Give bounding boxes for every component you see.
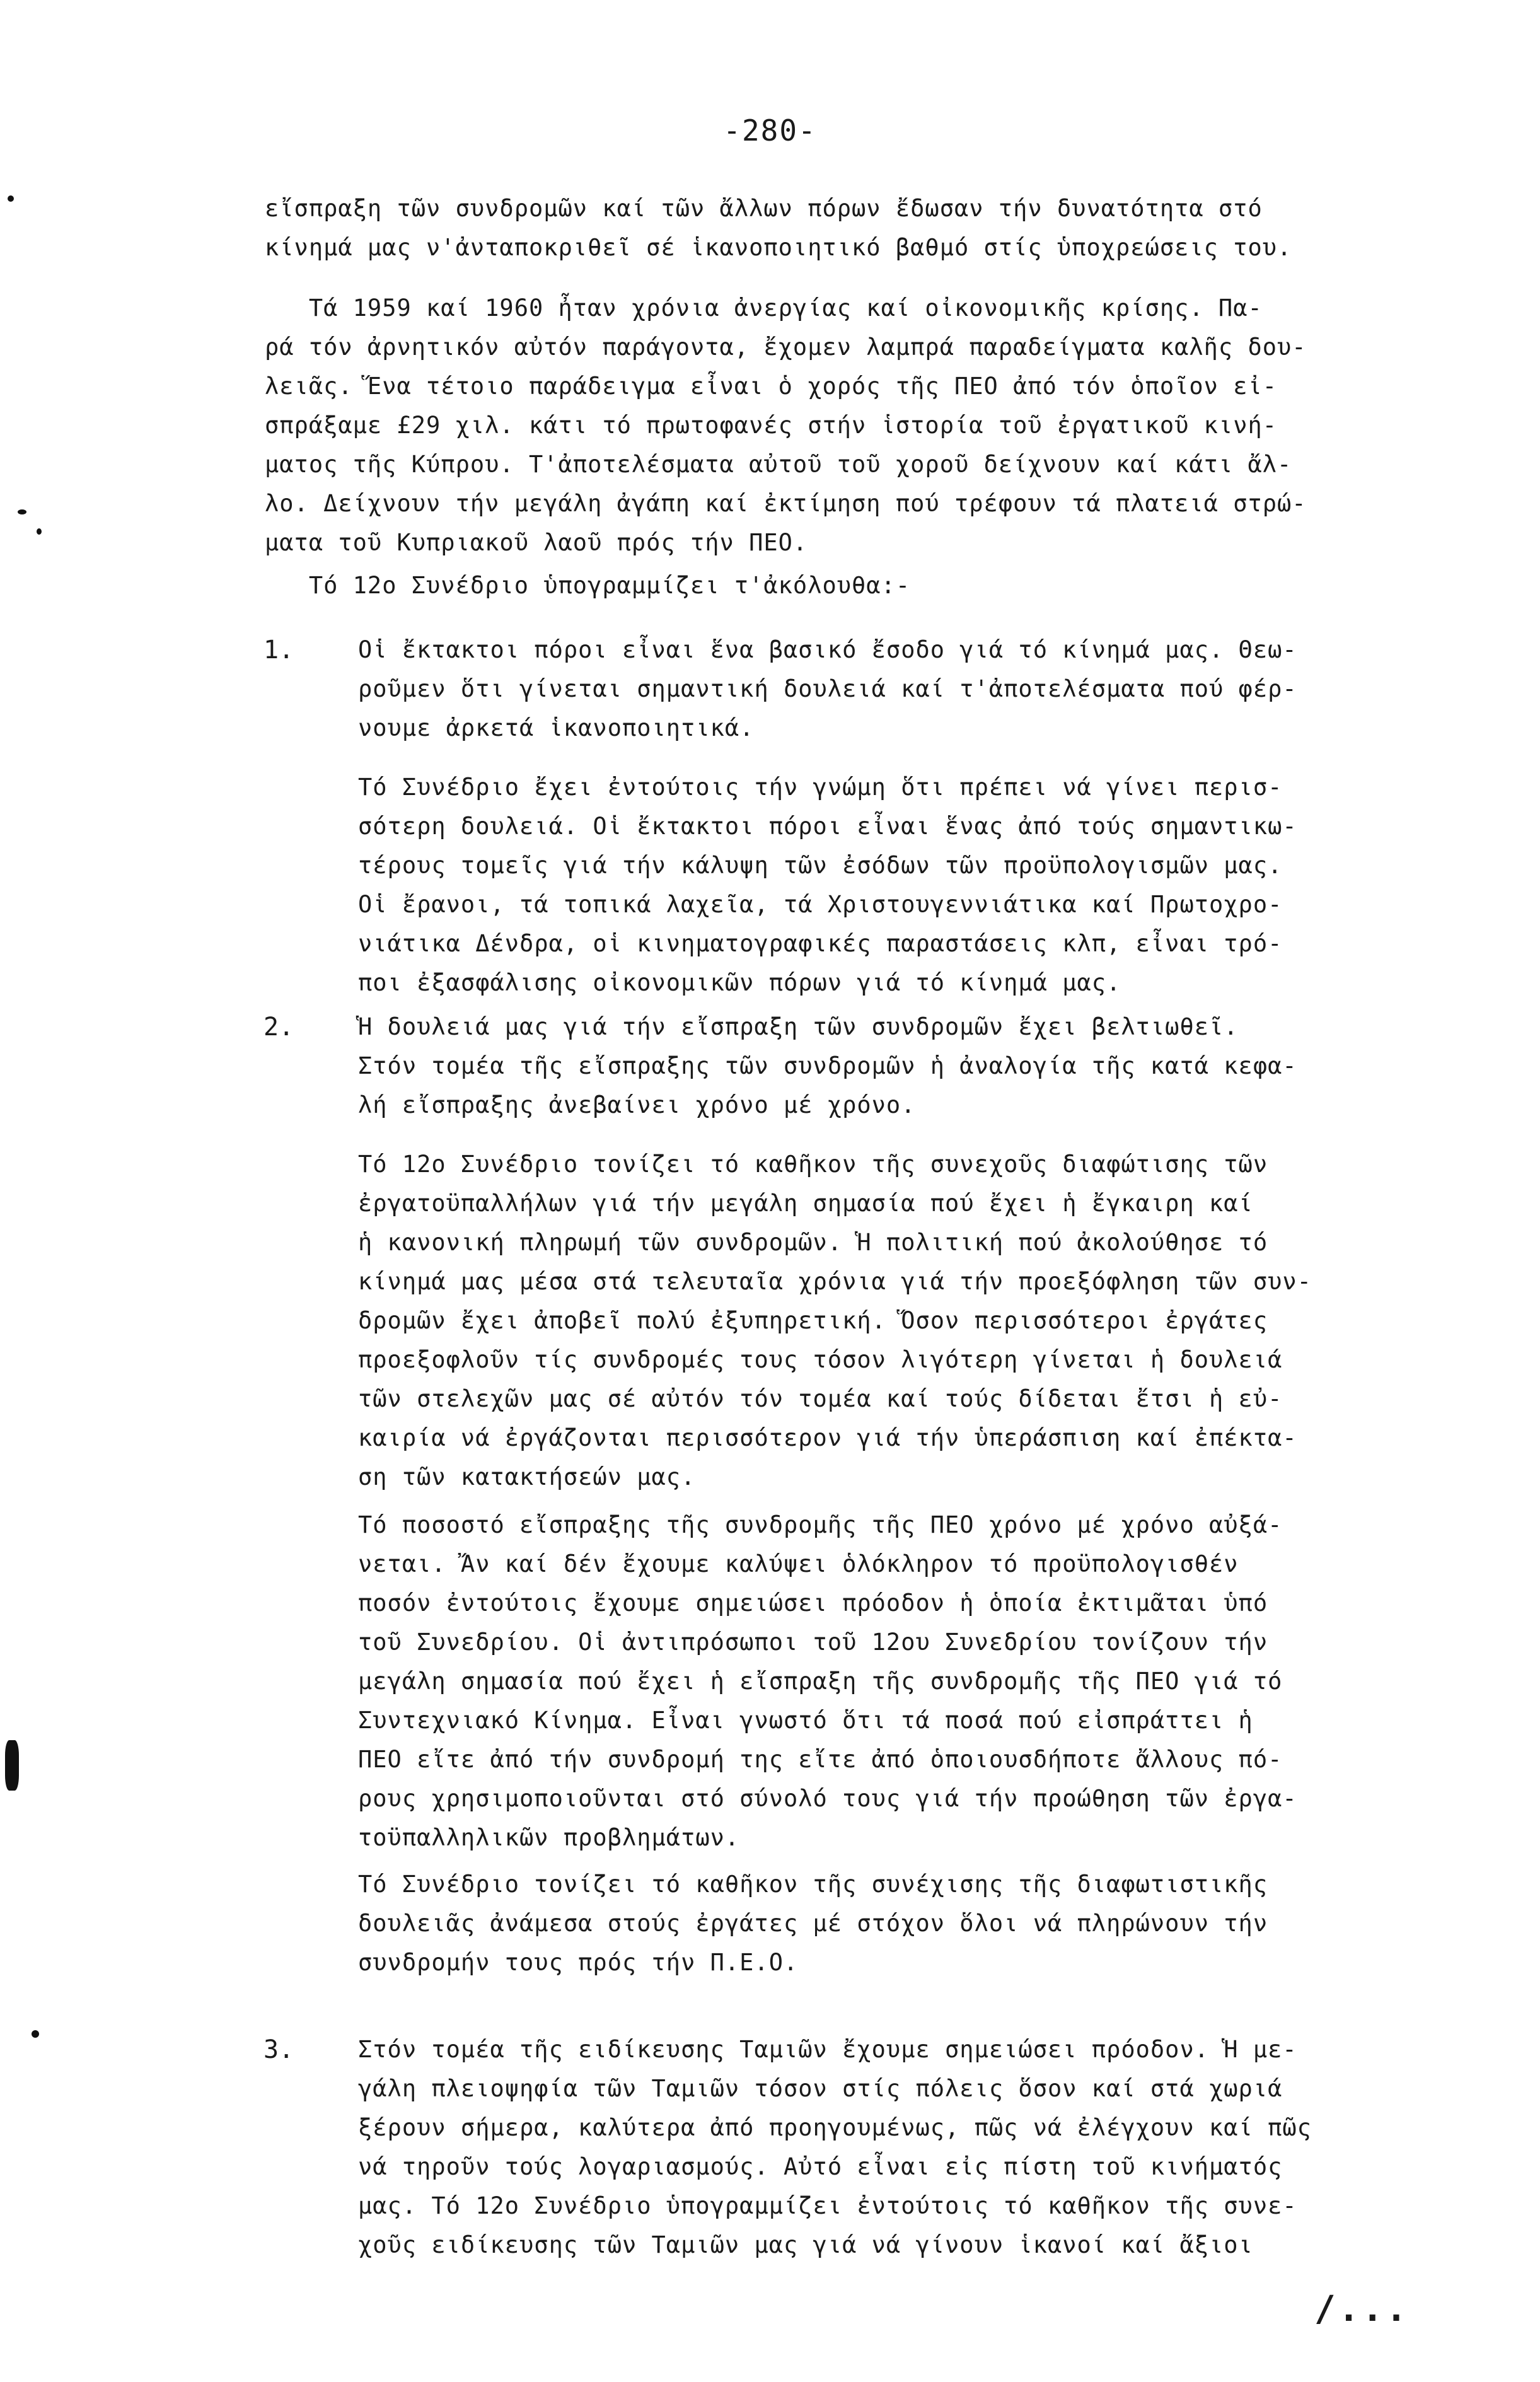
item-1-paragraph-1: Οἱ ἔκτακτοι πόροι εἶναι ἕνα βασικό ἔσοδο γιά τό κίνημά μας. Θεω- ροῦμεν ὅτι γίνεται σημαντική δουλειά καί τ'ἀποτελέσματα πού φέρ- νουμε ἀρκετά ἱκανοποιητικά.	[358, 636, 1297, 741]
scan-speck	[8, 195, 14, 202]
paragraph-intro: εἴσπραξη τῶν συνδρομῶν καί τῶν ἄλλων πόρων ἔδωσαν τήν δυνατότητα στό κίνημά μας ν'ἀνταποκριθεῖ σέ ἱκανοποιητικό βαθμό στίς ὑποχρεώσεις του.	[265, 195, 1292, 261]
item-3-paragraph-1: Στόν τομέα τῆς ειδίκευσης Ταμιῶν ἔχουμε σημειώσει πρόοδον. Ἡ με- γάλη πλειοψηφία τῶν Ταμιῶν τόσον στίς πόλεις ὅσον καί στά χωριά ξέρουν σήμερα, καλύτερα ἀπό προηγουμένως, πῶς νά ἐλέγχουν καί πῶς νά τηροῦν τούς λογαριασμούς. Αὐτό εἶναι εἰς πίστη τοῦ κινήματός μας. Τό 12ο Συνέδριο ὑπογραμμίζει ἐντούτοις τό καθῆκον τῆς συνε- χοῦς ειδίκευσης τῶν Ταμιῶν μας γιά νά γίνουν ἱκανοί καί ἄξιοι	[358, 2036, 1312, 2258]
item-2-paragraph-2: Τό 12ο Συνέδριο τονίζει τό καθῆκον τῆς συνεχοῦς διαφώτισης τῶν ἐργατοϋπαλλήλων γιά τήν μεγάλη σημασία πού ἔχει ἡ ἔγκαιρη καί ἡ κανονική πληρωμή τῶν συνδρομῶν. Ἡ πολιτική πού ἀκολούθησε τό κίνημά μας μέσα στά τελευταῖα χρόνια γιά τήν προεξόφληση τῶν συν- δρομῶν ἔχει ἀποβεῖ πολύ ἐξυπηρετική. Ὅσον περισσότεροι ἐργάτες προεξοφλοῦν τίς συνδρομές τους τόσον λιγότερη γίνεται ἡ δουλειά τῶν στελεχῶν μας σέ αὐτόν τόν τομέα καί τούς δίδεται ἔτσι ἡ εὐ- καιρία νά ἐργάζονται περισσότερον γιά τήν ὑπεράσπιση καί ἐπέκτα- ση τῶν κατακτήσεών μας.	[358, 1151, 1312, 1490]
scan-speck	[32, 2030, 39, 2038]
page-number: -280-	[723, 113, 817, 148]
paragraph-congress-underlines: Τό 12ο Συνέδριο ὑπογραμμίζει τ'ἀκόλουθα:-	[265, 572, 911, 599]
item-number-2: 2.	[263, 1013, 294, 1042]
item-1-paragraph-2: Τό Συνέδριο ἔχει ἐντούτοις τήν γνώμη ὅτι πρέπει νά γίνει περισ- σότερη δουλειά. Οἱ ἔκτακτοι πόροι εἶναι ἕνας ἀπό τούς σημαντικω- τέρους τομεῖς γιά τήν κάλυψη τῶν ἐσόδων τῶν προϋπολογισμῶν μας. Οἱ ἔρανοι, τά τοπικά λαχεῖα, τά Χριστουγεννιάτικα καί Πρωτοχρο- νιάτικα Δένδρα, οἱ κινηματογραφικές παραστάσεις κλπ, εἶναι τρό- ποι ἐξασφάλισης οἰκονομικῶν πόρων γιά τό κίνημά μας.	[358, 774, 1297, 996]
scan-speck	[18, 509, 26, 514]
item-2-paragraph-3: Τό ποσοστό εἴσπραξης τῆς συνδρομῆς τῆς ΠΕΟ χρόνο μέ χρόνο αὐξά- νεται. Ἄν καί δέν ἔχουμε καλύψει ὁλόκληρον τό προϋπολογισθέν ποσόν ἐντούτοις ἔχουμε σημειώσει πρόοδον ἡ ὁποία ἐκτιμᾶται ὑπό τοῦ Συνεδρίου. Οἱ ἀντιπρόσωποι τοῦ 12ου Συνεδρίου τονίζουν τήν μεγάλη σημασία πού ἔχει ἡ εἴσπραξη τῆς συνδρομῆς τῆς ΠΕΟ γιά τό Συντεχνιακό Κίνημα. Εἶναι γνωστό ὅτι τά ποσά πού εἰσπράττει ἡ ΠΕΟ εἴτε ἀπό τήν συνδρομή της εἴτε ἀπό ὁποιουσδήποτε ἄλλους πό- ρους χρησιμοποιοῦνται στό σύνολό τους γιά τήν προώθηση τῶν ἐργα- τοϋπαλληλικῶν προβλημάτων.	[358, 1511, 1297, 1851]
item-2-paragraph-4: Τό Συνέδριο τονίζει τό καθῆκον τῆς συνέχισης τῆς διαφωτιστικῆς δουλειᾶς ἀνάμεσα στούς ἐργάτες μέ στόχον ὅλοι νά πληρώνουν τήν συνδρομήν τους πρός τήν Π.Ε.Ο.	[358, 1871, 1268, 1976]
paragraph-crisis-years: Τά 1959 καί 1960 ἦταν χρόνια ἀνεργίας καί οἰκονομικῆς κρίσης. Πα- ρά τόν ἀρνητικόν αὐτόν παράγοντα, ἔχομεν λαμπρά παραδείγματα καλῆς δου- λειᾶς. Ἕνα τέτοιο παράδειγμα εἶναι ὁ χορός τῆς ΠΕΟ ἀπό τόν ὁποῖον εἰ- σπράξαμε £29 χιλ. κάτι τό πρωτοφανές στήν ἱστορία τοῦ ἐργατικοῦ κινή- ματος τῆς Κύπρου. Τ'ἀποτελέσματα αὐτοῦ τοῦ χοροῦ δείχνουν καί κάτι ἄλ- λο. Δείχνουν τήν μεγάλη ἀγάπη καί ἐκτίμηση πού τρέφουν τά πλατειά στρώ- ματα τοῦ Κυπριακοῦ λαοῦ πρός τήν ΠΕΟ.	[265, 294, 1307, 556]
scan-speck	[5, 1740, 19, 1791]
item-number-3: 3.	[263, 2035, 294, 2064]
scan-speck	[37, 528, 42, 535]
item-number-1: 1.	[263, 636, 294, 665]
continuation-mark: /...	[1314, 2289, 1410, 2330]
item-2-paragraph-1: Ἡ δουλειά μας γιά τήν εἴσπραξη τῶν συνδρομῶν ἔχει βελτιωθεῖ. Στόν τομέα τῆς εἴσπραξης τῶν συνδρομῶν ἡ ἀναλογία τῆς κατά κεφα- λή εἴσπραξης ἀνεβαίνει χρόνο μέ χρόνο.	[358, 1013, 1297, 1118]
